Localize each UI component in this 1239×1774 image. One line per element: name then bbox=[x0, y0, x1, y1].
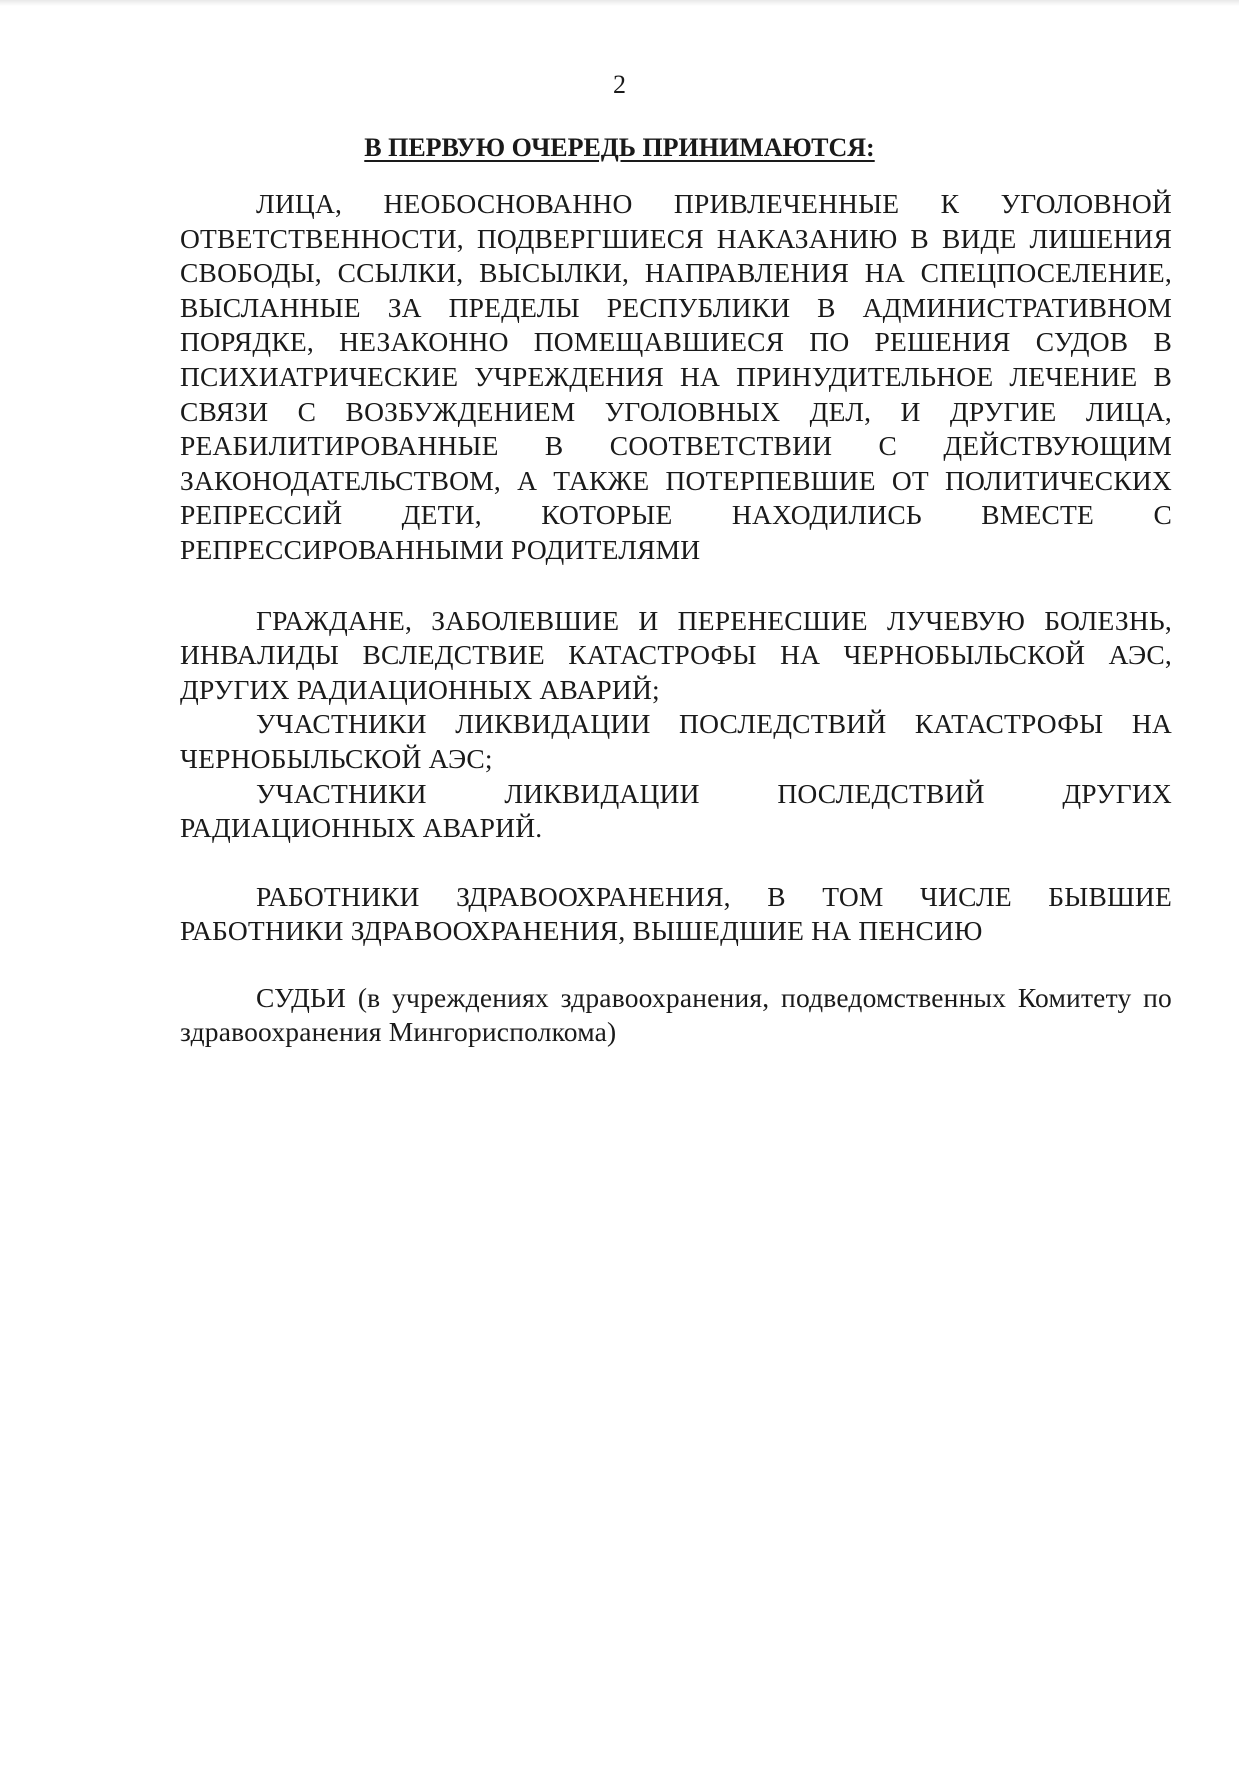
paragraph-repressed-persons: ЛИЦА, НЕОБОСНОВАННО ПРИВЛЕЧЕННЫЕ К УГОЛОВНОЙ ОТВЕТСТВЕННОСТИ, ПОДВЕРГШИЕСЯ НАКАЗАНИЮ В ВИДЕ ЛИШЕНИЯ СВОБОДЫ, ССЫЛКИ, ВЫСЫЛКИ, НАПРАВЛЕНИЯ НА СПЕЦПОСЕЛЕНИЕ, ВЫСЛАННЫЕ ЗА ПРЕДЕЛЫ РЕСПУБЛИКИ В АДМИНИСТРАТИВНОМ ПОРЯДКЕ, НЕЗАКОННО ПОМЕЩАВШИЕСЯ ПО РЕШЕНИЯ СУДОВ В ПСИХИАТРИЧЕСКИЕ УЧРЕЖДЕНИЯ НА ПРИНУДИТЕЛЬНОЕ ЛЕЧЕНИЕ В СВЯЗИ С ВОЗБУЖДЕНИЕМ УГОЛОВНЫХ ДЕЛ, И ДРУГИЕ ЛИЦА, РЕАБИЛИТИРОВАННЫЕ В СООТВЕТСТВИИ С ДЕЙСТВУЮЩИМ ЗАКОНОДАТЕЛЬСТВОМ, А ТАКЖЕ ПОТЕРПЕВШИЕ ОТ ПОЛИТИЧЕСКИХ РЕПРЕССИЙ ДЕТИ, КОТОРЫЕ НАХОДИЛИСЬ ВМЕСТЕ С РЕПРЕССИРОВАННЫМИ РОДИТЕЛЯМИ bbox=[180, 188, 1172, 565]
page-heading: В ПЕРВУЮ ОЧЕРЕДЬ ПРИНИМАЮТСЯ: bbox=[364, 133, 875, 162]
paragraph-health-workers: РАБОТНИКИ ЗДРАВООХРАНЕНИЯ, В ТОМ ЧИСЛЕ БЫВШИЕ РАБОТНИКИ ЗДРАВООХРАНЕНИЯ, ВЫШЕДШИЕ НА ПЕНСИЮ bbox=[180, 880, 1172, 947]
paragraph-other-accident-liquidators: УЧАСТНИКИ ЛИКВИДАЦИИ ПОСЛЕДСТВИЙ ДРУГИХ РАДИАЦИОННЫХ АВАРИЙ. bbox=[180, 777, 1172, 844]
page-number: 2 bbox=[613, 70, 626, 99]
paragraph-chernobyl-liquidators: УЧАСТНИКИ ЛИКВИДАЦИИ ПОСЛЕДСТВИЙ КАТАСТРОФЫ НА ЧЕРНОБЫЛЬСКОЙ АЭС; bbox=[180, 708, 1172, 774]
paragraph-radiation-sickness: ГРАЖДАНЕ, ЗАБОЛЕВШИЕ И ПЕРЕНЕСШИЕ ЛУЧЕВУЮ БОЛЕЗНЬ, ИНВАЛИДЫ ВСЛЕДСТВИЕ КАТАСТРОФЫ НА ЧЕРНОБЫЛЬСКОЙ АЭС, ДРУГИХ РАДИАЦИОННЫХ АВАРИЙ; bbox=[180, 604, 1172, 705]
paragraph-judges: СУДЬИ (в учреждениях здравоохранения, подведомственных Комитету по здравоохранения Мингорисполкома) bbox=[180, 981, 1172, 1048]
document-body bbox=[180, 187, 1172, 1050]
scan-edge bbox=[0, 0, 1239, 6]
